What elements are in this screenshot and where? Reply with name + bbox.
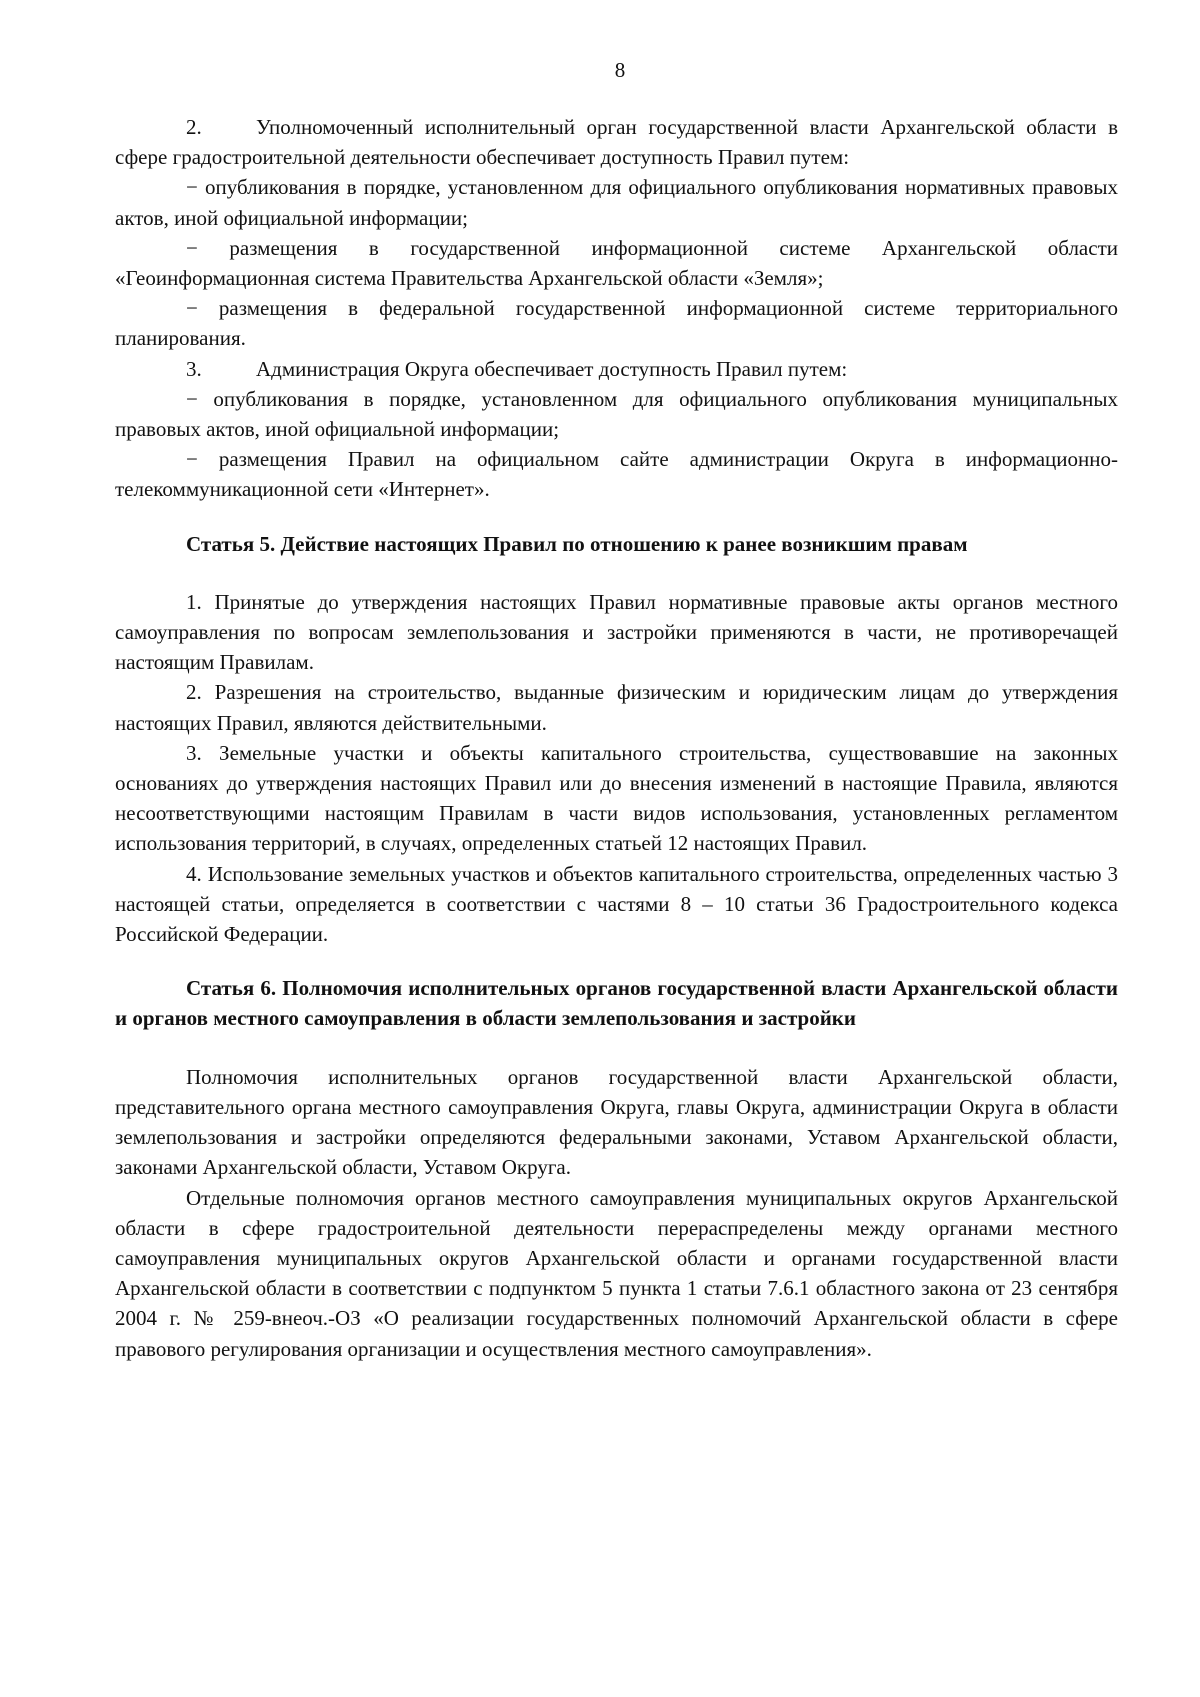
article-6-title: Статья 6. Полномочия исполнительных органов государственной власти Архангельской области и органов местного самоуправления в области землепользования и застройки: [115, 976, 1118, 1031]
article-5-paragraph-2: 2. Разрешения на строительство, выданные физическим и юридическим лицам до утверждения настоящих Правил, являются действительными.: [115, 680, 1118, 735]
clause-2-bullet-1: − опубликования в порядке, установленном для официального опубликования нормативных правовых актов, иной официальной информации;: [115, 175, 1118, 230]
clause-2-bullet-2: − размещения в государственной информационной системе Архангельской области «Геоинформационная система Правительства Архангельской области «Земля»;: [115, 235, 1118, 291]
clause-3-number: 3.: [186, 356, 202, 381]
clause-2-bullet-3: − размещения в федеральной государственной информационной системе территориального планирования.: [115, 296, 1118, 351]
clause-2-number: 2.: [186, 115, 202, 139]
article-6-paragraph-2: Отдельные полномочия органов местного самоуправления муниципальных округов Архангельской области в сфере градостроительной деятельности перераспределены между органами местного самоуправления муниципальных округов Архангельской области и органами государственной власти Архангельской области в соответствии с подпунктом 5 пункта 1 статьи 7.6.1 областного закона от 23 сентября 2004 г. № 259-внеоч.-ОЗ «О реализации государственных полномочий Архангельской области в сфере правового регулирования организации и осуществления местного самоуправления».: [115, 1185, 1118, 1361]
article-5-paragraph-1: 1. Принятые до утверждения настоящих Правил нормативные правовые акты органов местного самоуправления по вопросам землепользования и застройки применяются в части, не противоречащей настоящим Правилам.: [115, 589, 1118, 675]
clause-3: [115, 354, 1118, 384]
clause-2-text: Уполномоченный исполнительный орган государственной власти Архангельской области в сфере градостроительной деятельности обеспечивает доступность Правил путем:: [115, 115, 1118, 170]
article-5-paragraph-4: 4. Использование земельных участков и объектов капитального строительства, определенных частью 3 настоящей статьи, определяется в соответствии с частями 8 – 10 статьи 36 Градостроительного кодекса Российской Федерации.: [115, 861, 1118, 947]
clause-3-bullet-2: − размещения Правил на официальном сайте администрации Округа в информационно-телекоммуникационной сети «Интернет».: [115, 447, 1118, 502]
document-body: [115, 112, 1118, 1364]
page-number: 8: [614, 58, 626, 82]
article-6-paragraph-1: Полномочия исполнительных органов государственной власти Архангельской области, представительного органа местного самоуправления Округа, главы Округа, администрации Округа в области землепользования и застройки определяются федеральными законами, Уставом Архангельской области, законами Архангельской области, Уставом Округа.: [115, 1064, 1118, 1180]
clause-2: [115, 112, 1118, 172]
article-5-title: Статья 5. Действие настоящих Правил по отношению к ранее возникшим правам: [186, 531, 968, 556]
clause-3-bullet-1: − опубликования в порядке, установленном для официального опубликования муниципальных правовых актов, иной официальной информации;: [115, 386, 1118, 442]
clause-3-text: Администрация Округа обеспечивает доступность Правил путем:: [256, 356, 848, 381]
article-5-paragraph-3: 3. Земельные участки и объекты капитального строительства, существовавшие на законных основаниях до утверждения настоящих Правил или до внесения изменений в настоящие Правила, являются несоответствующими настоящим Правилам в части видов использования, установленных регламентом использования территорий, в случаях, определенных статьей 12 настоящих Правил.: [115, 740, 1118, 856]
